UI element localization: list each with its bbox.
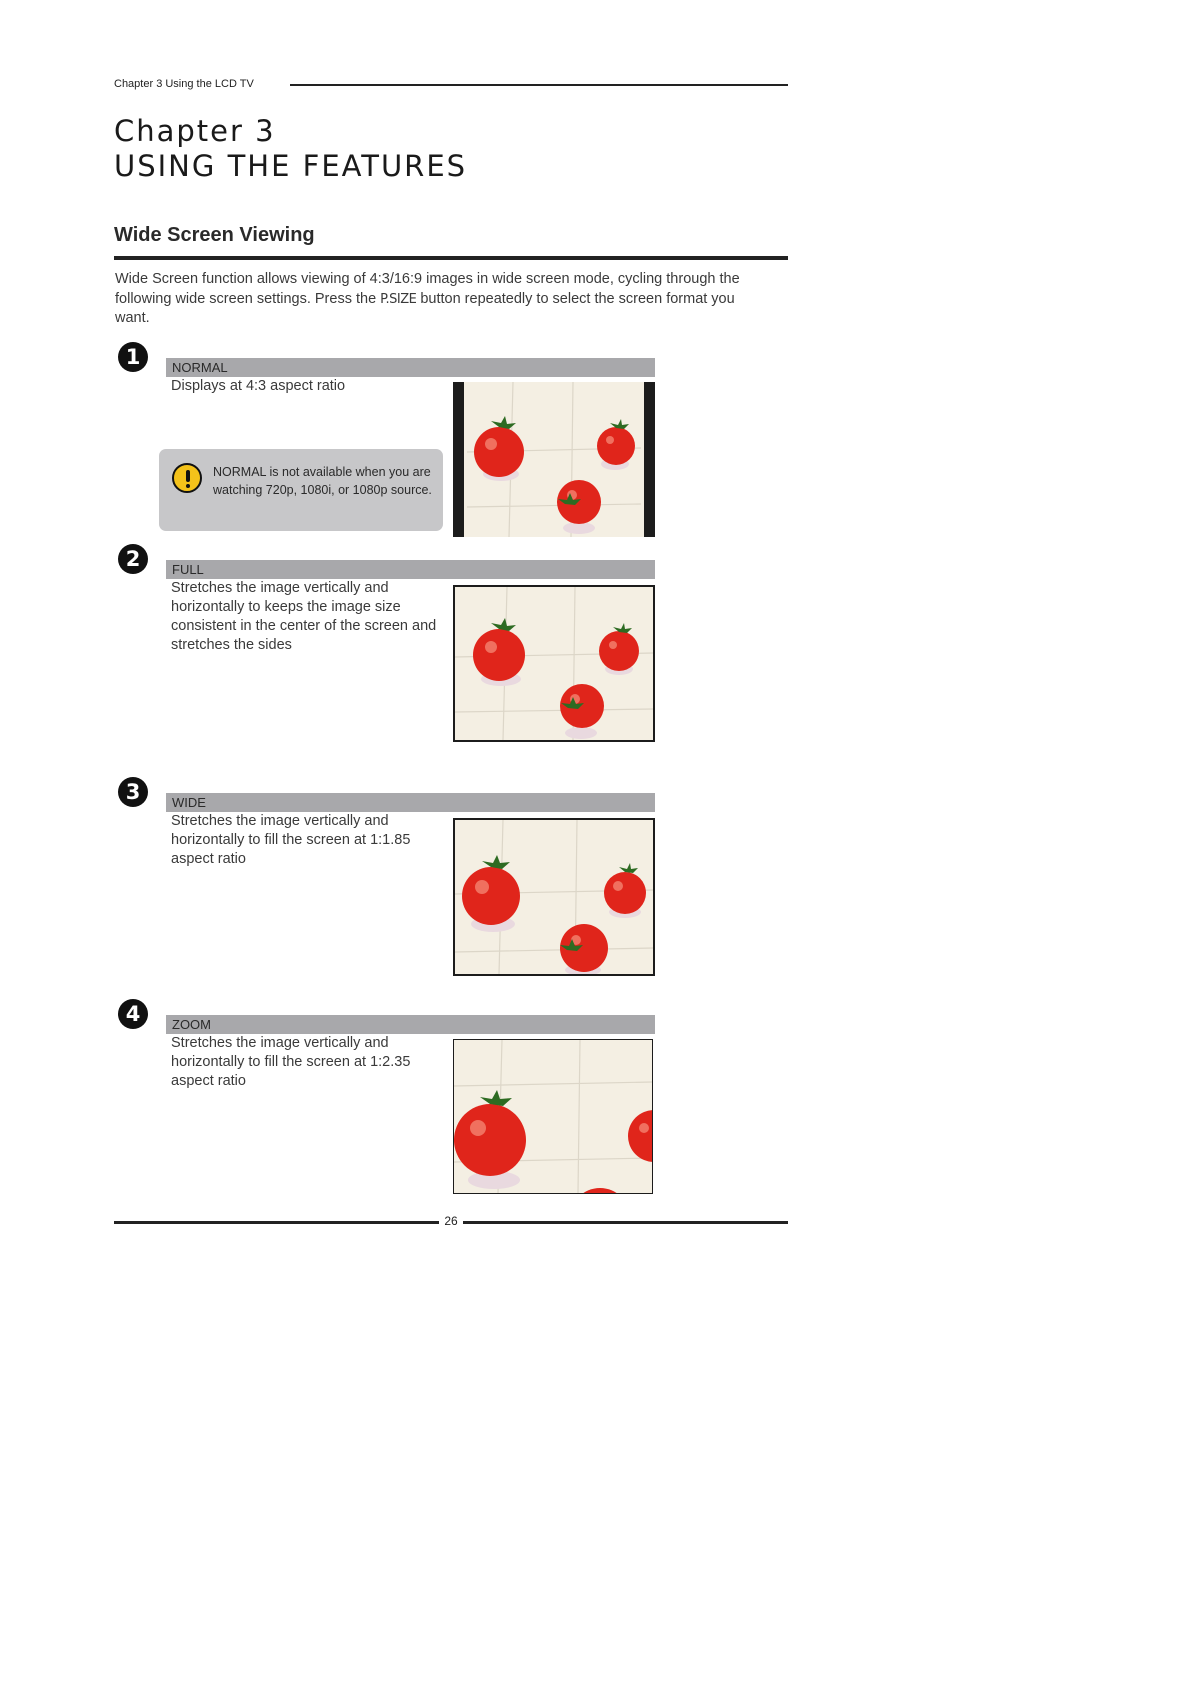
zoom-preview-image bbox=[453, 1039, 653, 1194]
note-text: NORMAL is not available when you are watching 720p, 1080i, or 1080p source. bbox=[213, 465, 432, 497]
wide-preview-image bbox=[453, 818, 655, 976]
running-head: Chapter 3 Using the LCD TV bbox=[114, 78, 254, 90]
intro-text-1: Wide Screen function allows viewing of 4:3/16:9 images in wide screen mode, cycling through the following wide screen settings. Press the bbox=[115, 271, 740, 307]
mode-description-wide: Stretches the image vertically and horizontally to fill the screen at 1:1.85 aspect ratio bbox=[171, 813, 411, 867]
step-number-4: 4 bbox=[118, 999, 148, 1029]
mode-bar-full bbox=[166, 560, 655, 579]
mode-bar-zoom bbox=[166, 1015, 655, 1034]
page-number: 26 bbox=[444, 1214, 458, 1228]
chapter-title bbox=[114, 114, 467, 184]
step-number-2: 2 bbox=[118, 544, 148, 574]
intro-paragraph bbox=[115, 270, 755, 329]
full-preview-image bbox=[453, 585, 655, 742]
mode-description-normal: Displays at 4:3 aspect ratio bbox=[171, 378, 346, 394]
header-divider bbox=[290, 84, 788, 86]
section-divider bbox=[114, 256, 788, 260]
normal-preview-image bbox=[453, 382, 655, 537]
section-title: Wide Screen Viewing bbox=[114, 224, 315, 246]
intro-text-2: button repeatedly to select the screen format you want. bbox=[115, 290, 735, 326]
chapter-name: USING THE FEATURES bbox=[114, 149, 468, 183]
mode-description-full: Stretches the image vertically and horizontally to keeps the image size consistent in the center of the screen and stretches the sides bbox=[171, 580, 437, 653]
footer-divider-left bbox=[114, 1221, 439, 1224]
mode-label-full: FULL bbox=[172, 562, 204, 577]
psize-button-name: P.SIZE bbox=[380, 291, 417, 307]
tomato-photo-full bbox=[455, 587, 653, 740]
warning-icon bbox=[172, 463, 202, 493]
mode-bar-normal bbox=[166, 358, 655, 377]
tomato-photo-zoom bbox=[454, 1040, 652, 1193]
mode-label-wide: WIDE bbox=[172, 795, 206, 810]
mode-bar-wide bbox=[166, 793, 655, 812]
mode-label-normal: NORMAL bbox=[172, 360, 228, 375]
step-number-3: 3 bbox=[118, 777, 148, 807]
note-box bbox=[159, 449, 443, 531]
mode-description-zoom: Stretches the image vertically and horizontally to fill the screen at 1:2.35 aspect ratio bbox=[171, 1035, 411, 1089]
tomato-photo-normal bbox=[453, 382, 655, 537]
mode-label-zoom: ZOOM bbox=[172, 1017, 211, 1032]
chapter-number: Chapter 3 bbox=[114, 114, 276, 148]
tomato-photo-wide bbox=[455, 820, 653, 974]
step-number-1: 1 bbox=[118, 342, 148, 372]
footer-divider-right bbox=[463, 1221, 788, 1224]
